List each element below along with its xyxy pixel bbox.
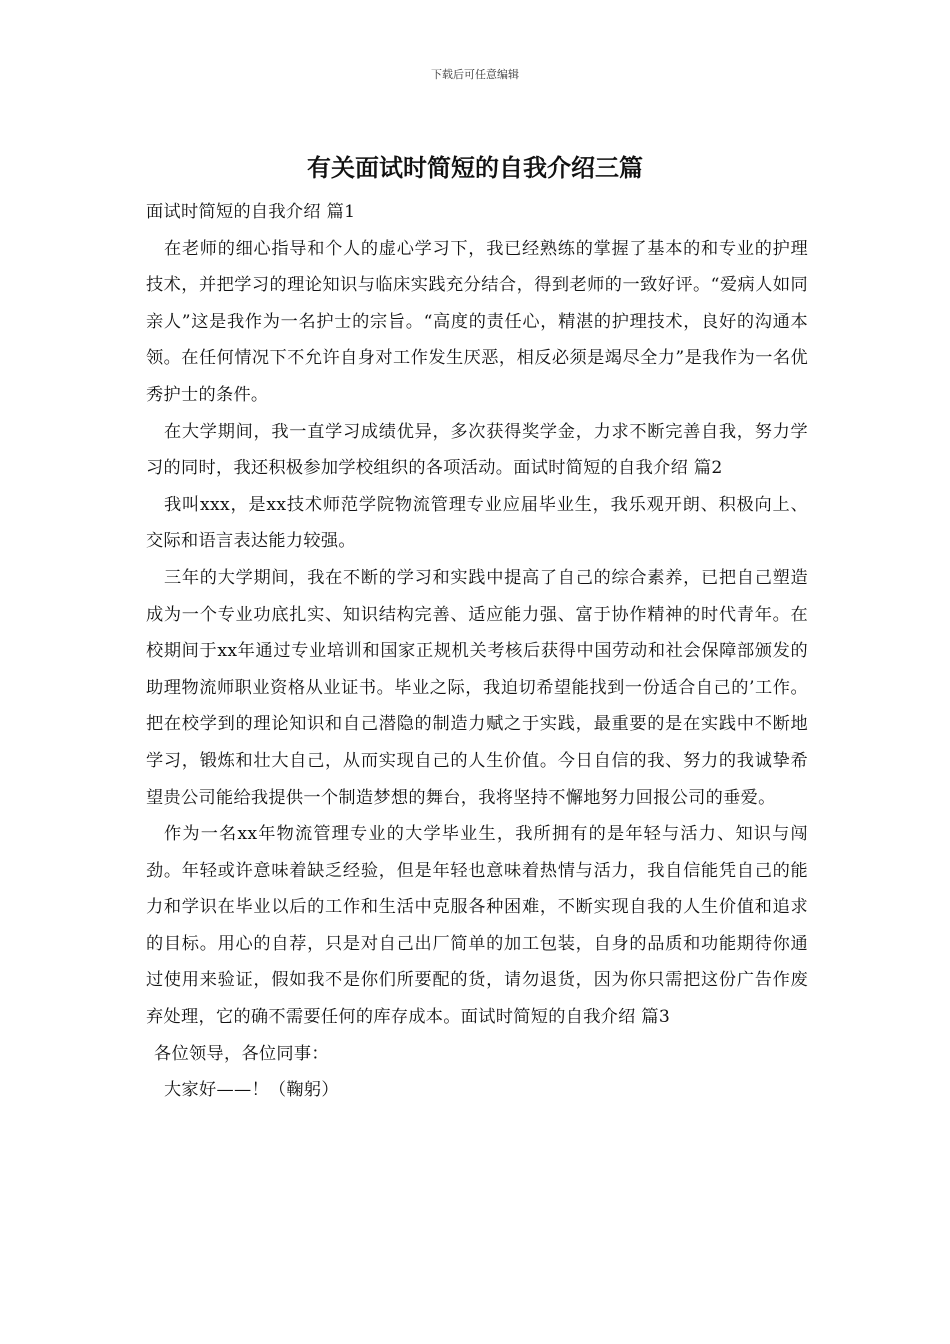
paragraph: 三年的大学期间，我在不断的学习和实践中提高了自己的综合素养，已把自己塑造成为一个专业功底扎实、知识结构完善、适应能力强、富于协作精神的时代青年。在校期间于xx年通过专业培训和国家正规机关考核后获得中国劳动和社会保障部颁发的助理物流师职业资格从业证书。毕业之际，我迫切希望能找到一份适合自己的’工作。把在校学到的理论知识和自己潜隐的制造力赋之于实践，最重要的是在实践中不断地学习，锻炼和壮大自己，从而实现自己的人生价值。今日自信的我、努力的我诚挚希望贵公司能给我提供一个制造梦想的舞台，我将坚持不懈地努力回报公司的垂爱。: [146, 567, 808, 808]
paragraph: 在老师的细心指导和个人的虚心学习下，我已经熟练的掌握了基本的和专业的护理技术，并把学习的理论知识与临床实践充分结合，得到老师的一致好评。“爱病人如同亲人”这是我作为一名护士的宗旨。“高度的责任心，精湛的护理技术，良好的沟通本领。在任何情况下不允许自身对工作发生厌恶，相反必须是竭尽全力”是我作为一名优秀护士的条件。: [146, 238, 808, 405]
paragraph: 我叫xxx，是xx技术师范学院物流管理专业应届毕业生，我乐观开朗、积极向上、交际和语言表达能力较强。: [146, 494, 808, 552]
paragraph: 作为一名xx年物流管理专业的大学毕业生，我所拥有的是年轻与活力、知识与闯劲。年轻或许意味着缺乏经验，但是年轻也意味着热情与活力，我自信能凭自己的能力和学识在毕业以后的工作和生活中克服各种困难，不断实现自我的人生价值和追求的目标。用心的自荐，只是对自己出厂简单的加工包装，自身的品质和功能期待你通过使用来验证，假如我不是你们所要配的货，请勿退货，因为你只需把这份广告作废弃处理，它的确不需要任何的库存成本。面试时简短的自我介绍 篇3: [146, 824, 808, 1028]
section-heading-1: 面试时简短的自我介绍 篇1: [146, 202, 356, 222]
salutation: 各位领导，各位同事：: [154, 1043, 329, 1064]
paragraph: 在大学期间，我一直学习成绩优异，多次获得奖学金，力求不断完善自我，努力学习的同时，我还积极参加学校组织的各项活动。面试时简短的自我介绍 篇2: [146, 421, 808, 479]
greeting: 大家好——！（鞠躬）: [164, 1080, 339, 1101]
header-note: 下载后可任意编辑: [431, 68, 519, 81]
document-title: 有关面试时简短的自我介绍三篇: [307, 154, 643, 182]
document-body: [146, 194, 808, 1109]
